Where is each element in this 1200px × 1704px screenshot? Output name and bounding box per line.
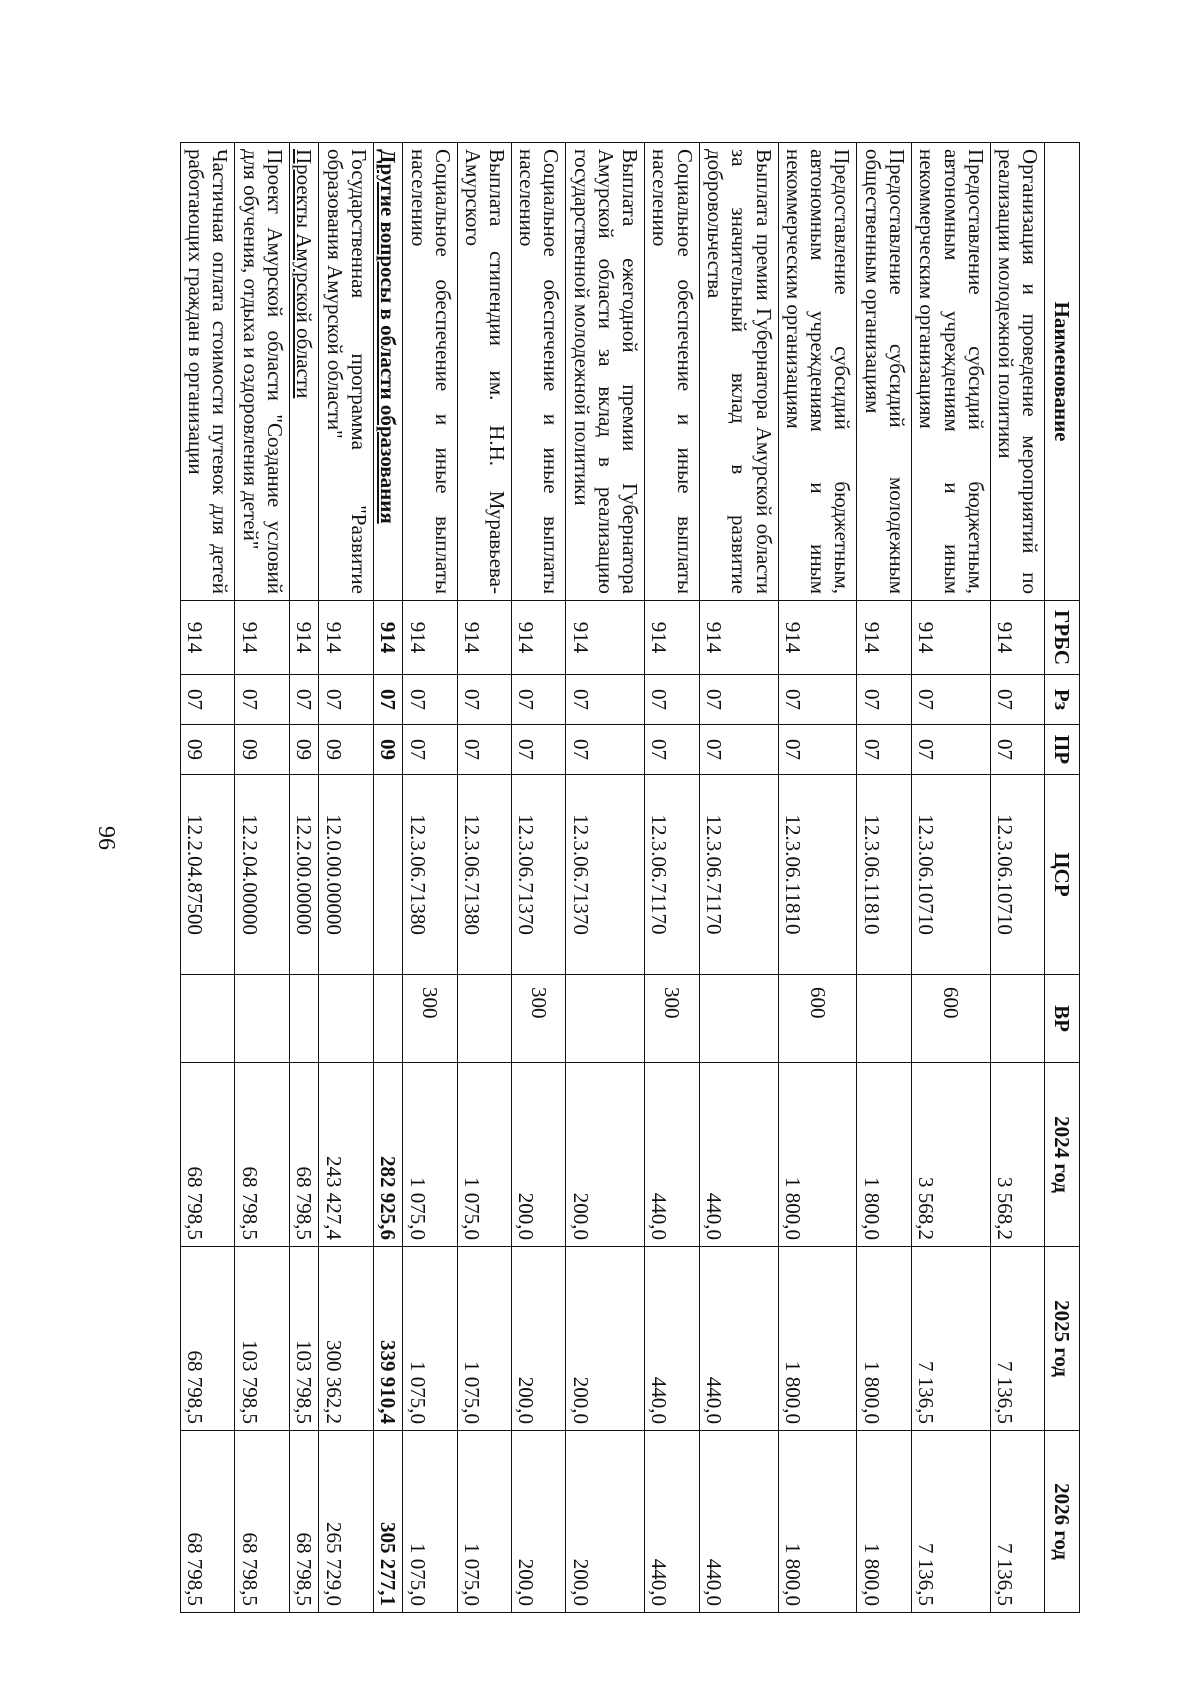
cell-2026: 200,0 bbox=[512, 1431, 566, 1613]
cell-rz: 07 bbox=[778, 675, 857, 725]
cell-name: Предоставление субсидий бюджетным, автономным учреждениям и иным некоммерческим организациям bbox=[778, 143, 857, 601]
cell-2024: 440,0 bbox=[645, 1063, 699, 1247]
table-row bbox=[911, 143, 990, 1613]
cell-2026: 1 075,0 bbox=[403, 1431, 457, 1613]
table-row bbox=[512, 143, 566, 1613]
cell-rz: 07 bbox=[235, 675, 289, 725]
cell-vr bbox=[319, 975, 373, 1063]
cell-csr: 12.3.06.11810 bbox=[857, 775, 911, 975]
cell-pr: 07 bbox=[911, 725, 990, 775]
cell-vr bbox=[857, 975, 911, 1063]
col-header-rz: Рз bbox=[1045, 675, 1080, 725]
cell-rz: 07 bbox=[645, 675, 699, 725]
cell-vr: 600 bbox=[778, 975, 857, 1063]
col-header-2026: 2026 год bbox=[1045, 1431, 1080, 1613]
cell-rz: 07 bbox=[566, 675, 645, 725]
cell-grbs: 914 bbox=[403, 601, 457, 675]
table-row bbox=[566, 143, 645, 1613]
table-row bbox=[990, 143, 1044, 1613]
cell-2026: 1 075,0 bbox=[457, 1431, 511, 1613]
col-header-2025: 2025 год bbox=[1045, 1247, 1080, 1431]
cell-2026: 68 798,5 bbox=[235, 1431, 289, 1613]
cell-2025: 200,0 bbox=[512, 1247, 566, 1431]
cell-pr: 07 bbox=[457, 725, 511, 775]
col-header-2024: 2024 год bbox=[1045, 1063, 1080, 1247]
table-row bbox=[857, 143, 911, 1613]
cell-2025: 103 798,5 bbox=[235, 1247, 289, 1431]
cell-vr: 300 bbox=[403, 975, 457, 1063]
cell-csr: 12.3.06.10710 bbox=[990, 775, 1044, 975]
col-header-csr: ЦСР bbox=[1045, 775, 1080, 975]
cell-rz: 07 bbox=[911, 675, 990, 725]
col-header-vr: ВР bbox=[1045, 975, 1080, 1063]
cell-2025: 1 800,0 bbox=[857, 1247, 911, 1431]
cell-rz: 07 bbox=[699, 675, 778, 725]
cell-name: Социальное обеспечение и иные выплаты населению bbox=[512, 143, 566, 601]
cell-csr: 12.3.06.71170 bbox=[699, 775, 778, 975]
cell-rz: 07 bbox=[319, 675, 373, 725]
cell-vr bbox=[373, 975, 403, 1063]
cell-csr bbox=[373, 775, 403, 975]
cell-name: Проекты Амурской области bbox=[289, 143, 319, 601]
cell-2025: 103 798,5 bbox=[289, 1247, 319, 1431]
cell-pr: 07 bbox=[699, 725, 778, 775]
cell-pr: 07 bbox=[645, 725, 699, 775]
page-number: 96 bbox=[93, 826, 119, 850]
cell-rz: 07 bbox=[457, 675, 511, 725]
cell-2025: 7 136,5 bbox=[911, 1247, 990, 1431]
cell-csr: 12.3.06.10710 bbox=[911, 775, 990, 975]
table-row bbox=[319, 143, 373, 1613]
cell-pr: 09 bbox=[289, 725, 319, 775]
cell-grbs: 914 bbox=[911, 601, 990, 675]
cell-name: Выплата ежегодной премии Губернатора Амурской области за вклад в реализацию государственной молодежной политики bbox=[566, 143, 645, 601]
cell-pr: 07 bbox=[512, 725, 566, 775]
cell-name: Социальное обеспечение и иные выплаты населению bbox=[403, 143, 457, 601]
cell-grbs: 914 bbox=[457, 601, 511, 675]
cell-grbs: 914 bbox=[778, 601, 857, 675]
cell-2025: 1 075,0 bbox=[457, 1247, 511, 1431]
cell-2024: 440,0 bbox=[699, 1063, 778, 1247]
cell-pr: 09 bbox=[181, 725, 235, 775]
table-row bbox=[778, 143, 857, 1613]
cell-name: Организация и проведение мероприятий по реализации молодежной политики bbox=[990, 143, 1044, 601]
cell-2024: 3 568,2 bbox=[911, 1063, 990, 1247]
cell-vr bbox=[566, 975, 645, 1063]
cell-pr: 07 bbox=[857, 725, 911, 775]
rotated-table-container bbox=[180, 142, 1080, 1612]
cell-grbs: 914 bbox=[181, 601, 235, 675]
cell-csr: 12.3.06.71380 bbox=[403, 775, 457, 975]
cell-2024: 282 925,6 bbox=[373, 1063, 403, 1247]
cell-vr bbox=[181, 975, 235, 1063]
cell-csr: 12.2.04.00000 bbox=[235, 775, 289, 975]
cell-rz: 07 bbox=[403, 675, 457, 725]
cell-vr bbox=[289, 975, 319, 1063]
cell-2025: 68 798,5 bbox=[181, 1247, 235, 1431]
cell-2026: 200,0 bbox=[566, 1431, 645, 1613]
col-header-grbs: ГРБС bbox=[1045, 601, 1080, 675]
table-row bbox=[373, 143, 403, 1613]
cell-pr: 07 bbox=[403, 725, 457, 775]
cell-grbs: 914 bbox=[289, 601, 319, 675]
cell-grbs: 914 bbox=[699, 601, 778, 675]
cell-2024: 68 798,5 bbox=[181, 1063, 235, 1247]
cell-pr: 09 bbox=[373, 725, 403, 775]
cell-2025: 440,0 bbox=[645, 1247, 699, 1431]
cell-name: Другие вопросы в области образования bbox=[373, 143, 403, 601]
cell-name: Выплата стипендии им. Н.Н. Муравьева-Амурского bbox=[457, 143, 511, 601]
cell-2024: 3 568,2 bbox=[990, 1063, 1044, 1247]
cell-rz: 07 bbox=[857, 675, 911, 725]
cell-vr: 600 bbox=[911, 975, 990, 1063]
cell-rz: 07 bbox=[990, 675, 1044, 725]
cell-name: Социальное обеспечение и иные выплаты населению bbox=[645, 143, 699, 601]
cell-vr: 300 bbox=[512, 975, 566, 1063]
cell-2024: 200,0 bbox=[566, 1063, 645, 1247]
cell-2026: 1 800,0 bbox=[778, 1431, 857, 1613]
cell-rz: 07 bbox=[289, 675, 319, 725]
cell-rz: 07 bbox=[512, 675, 566, 725]
cell-rz: 07 bbox=[181, 675, 235, 725]
cell-2026: 7 136,5 bbox=[990, 1431, 1044, 1613]
cell-2024: 1 075,0 bbox=[403, 1063, 457, 1247]
cell-2024: 68 798,5 bbox=[235, 1063, 289, 1247]
cell-vr bbox=[990, 975, 1044, 1063]
cell-csr: 12.2.04.87500 bbox=[181, 775, 235, 975]
cell-pr: 09 bbox=[235, 725, 289, 775]
cell-rz: 07 bbox=[373, 675, 403, 725]
table-row bbox=[699, 143, 778, 1613]
header-row bbox=[1045, 143, 1080, 1613]
cell-name: Выплата премии Губернатора Амурской области за значительный вклад в развитие добровольчества bbox=[699, 143, 778, 601]
cell-2025: 1 800,0 bbox=[778, 1247, 857, 1431]
cell-2025: 339 910,4 bbox=[373, 1247, 403, 1431]
cell-name: Частичная оплата стоимости путевок для детей работающих граждан в организации bbox=[181, 143, 235, 601]
cell-2026: 7 136,5 bbox=[911, 1431, 990, 1613]
cell-2024: 68 798,5 bbox=[289, 1063, 319, 1247]
cell-2024: 243 427,4 bbox=[319, 1063, 373, 1247]
col-header-pr: ПР bbox=[1045, 725, 1080, 775]
cell-2025: 7 136,5 bbox=[990, 1247, 1044, 1431]
cell-2024: 1 075,0 bbox=[457, 1063, 511, 1247]
table-row bbox=[235, 143, 289, 1613]
cell-name: Государственная программа "Развитие образования Амурской области" bbox=[319, 143, 373, 601]
cell-csr: 12.0.00.00000 bbox=[319, 775, 373, 975]
cell-2026: 305 277,1 bbox=[373, 1431, 403, 1613]
cell-2025: 200,0 bbox=[566, 1247, 645, 1431]
cell-csr: 12.3.06.71380 bbox=[457, 775, 511, 975]
table-row bbox=[645, 143, 699, 1613]
cell-csr: 12.3.06.11810 bbox=[778, 775, 857, 975]
cell-2026: 265 729,0 bbox=[319, 1431, 373, 1613]
cell-pr: 07 bbox=[778, 725, 857, 775]
cell-grbs: 914 bbox=[235, 601, 289, 675]
cell-2025: 440,0 bbox=[699, 1247, 778, 1431]
col-header-name: Наименование bbox=[1045, 143, 1080, 601]
cell-name: Предоставление субсидий бюджетным, автономным учреждениям и иным некоммерческим организациям bbox=[911, 143, 990, 601]
table-body bbox=[181, 143, 1045, 1613]
cell-grbs: 914 bbox=[645, 601, 699, 675]
cell-grbs: 914 bbox=[373, 601, 403, 675]
cell-2025: 1 075,0 bbox=[403, 1247, 457, 1431]
cell-vr bbox=[235, 975, 289, 1063]
cell-grbs: 914 bbox=[857, 601, 911, 675]
cell-2024: 200,0 bbox=[512, 1063, 566, 1247]
cell-2026: 440,0 bbox=[645, 1431, 699, 1613]
cell-grbs: 914 bbox=[512, 601, 566, 675]
cell-pr: 09 bbox=[319, 725, 373, 775]
cell-vr bbox=[699, 975, 778, 1063]
cell-2026: 68 798,5 bbox=[289, 1431, 319, 1613]
cell-vr bbox=[457, 975, 511, 1063]
cell-grbs: 914 bbox=[566, 601, 645, 675]
cell-2024: 1 800,0 bbox=[778, 1063, 857, 1247]
cell-2024: 1 800,0 bbox=[857, 1063, 911, 1247]
cell-name: Проект Амурской области "Создание условий для обучения, отдыха и оздоровления детей" bbox=[235, 143, 289, 601]
cell-vr: 300 bbox=[645, 975, 699, 1063]
table-row bbox=[403, 143, 457, 1613]
cell-csr: 12.3.06.71370 bbox=[566, 775, 645, 975]
cell-grbs: 914 bbox=[990, 601, 1044, 675]
table-row bbox=[457, 143, 511, 1613]
cell-csr: 12.2.00.00000 bbox=[289, 775, 319, 975]
cell-pr: 07 bbox=[990, 725, 1044, 775]
table-row bbox=[181, 143, 235, 1613]
cell-2025: 300 362,2 bbox=[319, 1247, 373, 1431]
budget-table bbox=[180, 142, 1080, 1613]
cell-name: Предоставление субсидий молодежным общественным организациям bbox=[857, 143, 911, 601]
cell-csr: 12.3.06.71170 bbox=[645, 775, 699, 975]
cell-pr: 07 bbox=[566, 725, 645, 775]
cell-grbs: 914 bbox=[319, 601, 373, 675]
cell-2026: 440,0 bbox=[699, 1431, 778, 1613]
table-row bbox=[289, 143, 319, 1613]
cell-csr: 12.3.06.71370 bbox=[512, 775, 566, 975]
cell-2026: 1 800,0 bbox=[857, 1431, 911, 1613]
cell-2026: 68 798,5 bbox=[181, 1431, 235, 1613]
